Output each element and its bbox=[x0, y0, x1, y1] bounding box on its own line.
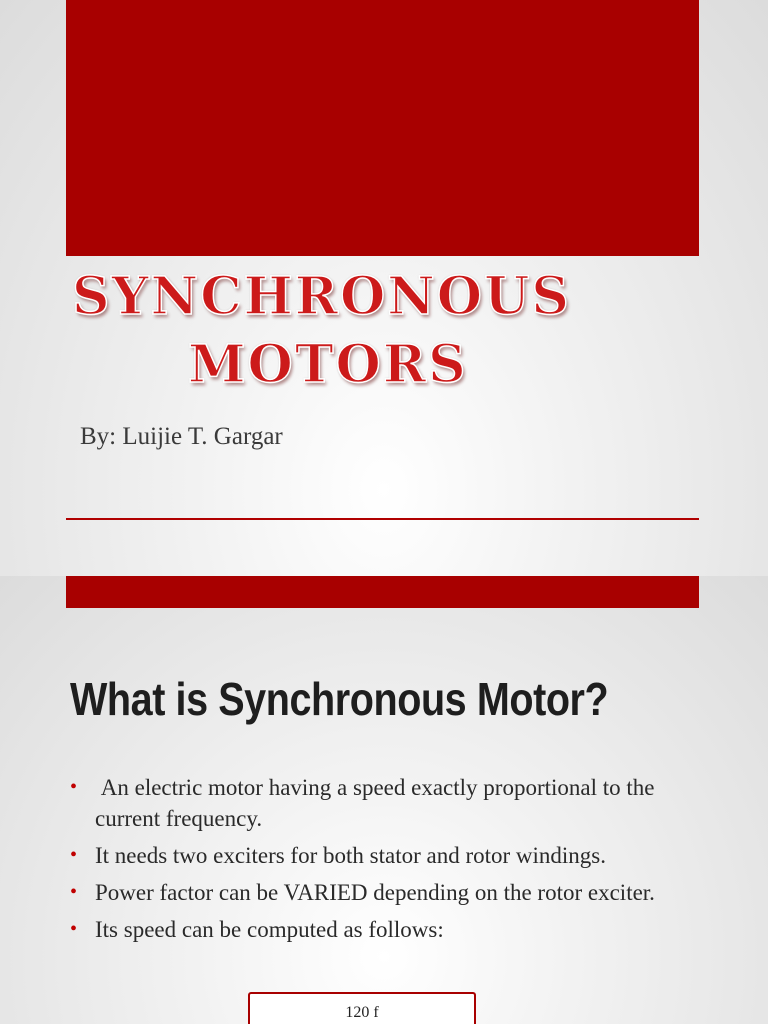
bullet-text: Power factor can be VARIED depending on the rotor exciter. bbox=[95, 880, 655, 905]
bullet-marker-icon: • bbox=[70, 776, 78, 798]
bullet-marker-icon: • bbox=[70, 844, 78, 866]
title-red-banner bbox=[66, 0, 699, 256]
bullet-list bbox=[70, 772, 690, 951]
bullet-marker-icon: • bbox=[70, 881, 78, 903]
bullet-marker-icon: • bbox=[70, 918, 78, 940]
bullet-item bbox=[70, 914, 690, 945]
definition-red-banner bbox=[66, 576, 699, 608]
definition-slide bbox=[0, 576, 768, 1024]
bullet-text: An electric motor having a speed exactly proportional to the current frequency. bbox=[95, 775, 661, 831]
author-subtitle: By: Luijie T. Gargar bbox=[80, 423, 283, 450]
bullet-text: Its speed can be computed as follows: bbox=[95, 917, 444, 942]
bullet-item bbox=[70, 877, 690, 908]
slide-title-line-1: SYNCHRONOUS bbox=[72, 266, 571, 327]
bullet-text: It needs two exciters for both stator and rotor windings. bbox=[95, 843, 606, 868]
formula-box bbox=[248, 992, 476, 1024]
bullet-item bbox=[70, 772, 690, 834]
slide-heading: What is Synchronous Motor? bbox=[70, 673, 609, 725]
slide-title-line-2: MOTORS bbox=[188, 334, 468, 395]
formula-numerator: 120 f bbox=[345, 1004, 379, 1021]
bullet-item bbox=[70, 840, 690, 871]
title-divider-line bbox=[66, 518, 699, 520]
